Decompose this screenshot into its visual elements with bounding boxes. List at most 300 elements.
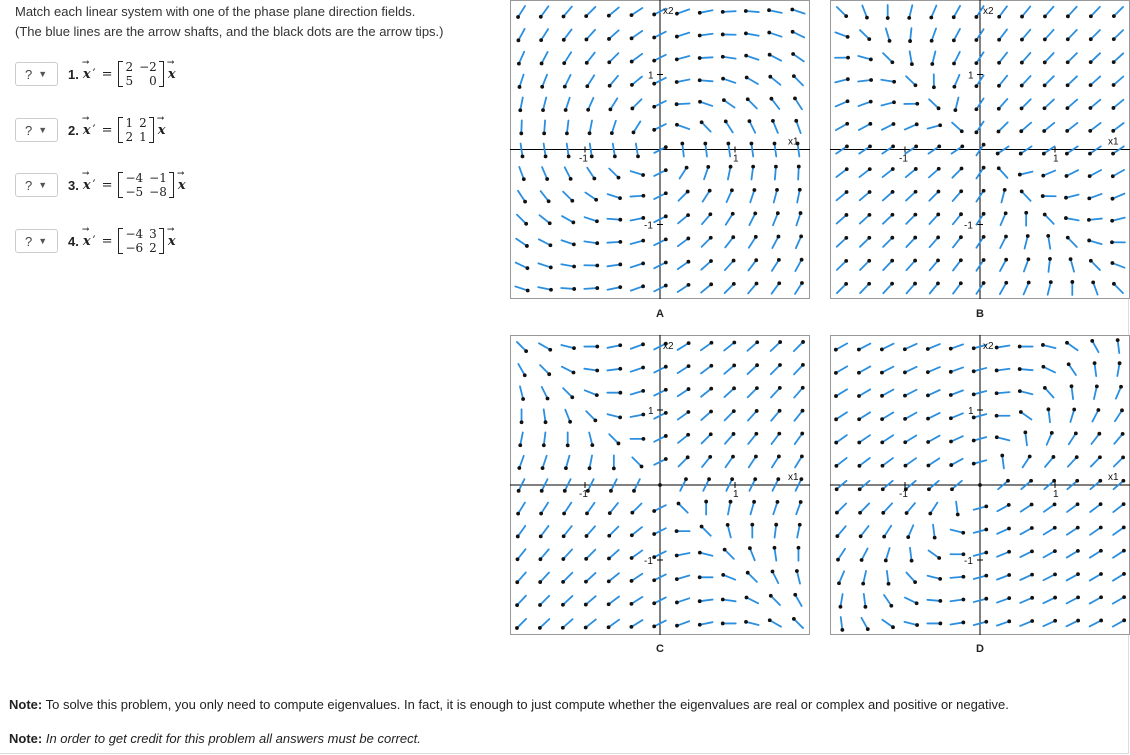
arrow-tip <box>547 372 551 376</box>
arrow-tip <box>630 556 634 560</box>
arrow-tip <box>1053 619 1057 623</box>
arrow-tip <box>858 511 862 515</box>
arrow-tip <box>516 512 520 516</box>
arrow-tip <box>618 196 622 200</box>
arrow-tip <box>630 511 634 515</box>
arrow-tip <box>1004 211 1008 215</box>
arrow-tip <box>732 259 736 263</box>
arrow-tip <box>933 536 937 540</box>
arrow-tip <box>1070 384 1074 388</box>
arrow-tip <box>997 107 1001 111</box>
arrow-tip <box>949 440 953 444</box>
arrow-tip <box>675 554 679 558</box>
arrow-tip <box>1110 240 1114 244</box>
arrow-tip <box>549 288 553 292</box>
arrow-tip <box>1065 152 1069 156</box>
tick-label: -1 <box>644 556 653 567</box>
arrow-tip <box>869 58 873 62</box>
arrow-tip <box>641 389 645 393</box>
arrow-tip <box>1111 129 1115 133</box>
answer-select-4[interactable] <box>15 229 58 253</box>
arrow-tip <box>1052 455 1056 459</box>
arrow-tip <box>868 167 872 171</box>
arrow-tip <box>664 457 668 461</box>
arrow-tip <box>844 14 848 18</box>
arrow-tip <box>777 281 781 285</box>
arrow-tip <box>641 366 645 370</box>
arrow-tip <box>1003 188 1007 192</box>
arrow-tip <box>1053 572 1057 576</box>
arrow-tip <box>721 573 725 577</box>
arrow-tip <box>607 14 611 18</box>
arrow-tip <box>744 9 748 13</box>
arrow-tip <box>1041 174 1045 178</box>
arrow-tip <box>953 108 957 112</box>
arrow-tip <box>608 107 612 111</box>
arrow-tip <box>641 262 645 266</box>
arrow-tip <box>950 487 954 491</box>
arrow-tip <box>652 13 656 17</box>
arrow-tip <box>709 387 713 391</box>
arrow-tip <box>844 259 848 263</box>
arrow-tip <box>1066 106 1070 110</box>
arrow-tip <box>618 218 622 222</box>
arrow-tip <box>961 531 965 535</box>
arrow-tip <box>572 242 576 246</box>
arrow-tip <box>571 221 575 225</box>
arrow-tip <box>797 546 801 550</box>
arrow-tip <box>1088 152 1092 156</box>
arrow-tip <box>641 239 645 243</box>
arrow-tip <box>1070 280 1074 284</box>
arrow-tip <box>709 432 713 436</box>
arrow-tip <box>799 234 803 238</box>
arrow-tip <box>995 369 999 373</box>
arrow-tip <box>561 580 565 584</box>
arrow-tip <box>686 213 690 217</box>
arrow-tip <box>732 386 736 390</box>
arrow-tip <box>890 236 894 240</box>
arrow-tip <box>517 466 521 470</box>
arrow-tip <box>732 282 736 286</box>
arrow-tip <box>795 569 799 573</box>
arrow-tip <box>881 464 885 468</box>
arrow-tip <box>1089 259 1093 263</box>
arrow-tip <box>904 464 908 468</box>
direction-field-c <box>510 335 810 635</box>
arrow-tip <box>687 364 691 368</box>
arrow-tip <box>755 409 759 413</box>
arrow-tip <box>1004 281 1008 285</box>
plot-label-c: C <box>656 643 664 655</box>
arrow-tip <box>517 62 521 66</box>
arrow-tip <box>777 455 781 459</box>
arrow-tip <box>686 190 690 194</box>
arrow-tip <box>675 529 679 533</box>
matrix-cell: 1 <box>139 130 147 144</box>
arrow-tip <box>952 62 956 66</box>
arrow-tip <box>548 221 552 225</box>
arrow-tip <box>1020 15 1024 19</box>
arrow-tip <box>721 33 725 37</box>
answer-select-1[interactable] <box>15 62 58 86</box>
arrow-tip <box>675 80 679 84</box>
arrow-tip <box>960 167 964 171</box>
chevron-down-icon: ▼ <box>38 236 48 246</box>
arrow-tip <box>1099 526 1103 530</box>
arrow-tip <box>868 190 872 194</box>
matrix-cell: 2 <box>149 241 157 255</box>
plot-svg <box>830 0 1130 299</box>
note-text: To solve this problem, you only need to compute eigenvalues. In fact, it is enough to just compute whether the eigenvalues are real or complex and positive or negative. <box>42 697 1009 712</box>
arrow-tip <box>961 575 965 579</box>
arrow-tip <box>1028 455 1032 459</box>
matrix-cell: −6 <box>125 241 144 255</box>
arrow-tip <box>1072 408 1076 412</box>
arrow-tip <box>778 409 782 413</box>
arrow-tip <box>836 558 840 562</box>
arrow-tip <box>915 122 919 126</box>
arrow-tip <box>1074 431 1078 435</box>
arrow-tip <box>1053 526 1057 530</box>
arrow-tip <box>770 97 774 101</box>
arrow-tip <box>1066 60 1070 64</box>
arrow-tip <box>539 15 543 19</box>
arrow-tip <box>658 483 662 487</box>
arrow-tip <box>1026 234 1030 238</box>
arrow-tip <box>959 281 963 285</box>
arrow-tip <box>609 489 613 493</box>
arrow-tip <box>570 199 574 203</box>
arrow-tip <box>960 129 964 133</box>
arrow-tip <box>731 235 735 239</box>
arrow-tip <box>730 188 734 192</box>
arrow-tip <box>706 165 710 169</box>
arrow-tip <box>675 35 679 39</box>
arrow-tip <box>1018 345 1022 349</box>
arrow-tip <box>834 348 838 352</box>
arrow-tip <box>748 546 752 550</box>
arrow-tip <box>858 464 862 468</box>
arrow-tip <box>686 410 690 414</box>
arrow-tip <box>564 108 568 112</box>
arrow-tip <box>608 84 612 88</box>
arrow-tip <box>932 85 936 89</box>
arrow-tip <box>771 119 775 123</box>
arrow-tip <box>642 437 646 441</box>
arrow-tip <box>1099 502 1103 506</box>
arrow-tip <box>800 258 804 262</box>
arrow-tip <box>652 105 656 109</box>
arrow-tip <box>1023 430 1027 434</box>
arrow-tip <box>1099 549 1103 553</box>
arrow-tip <box>618 343 622 347</box>
arrow-tip <box>914 144 918 148</box>
arrow-tip <box>952 38 956 42</box>
vector-x: → x <box>83 67 91 82</box>
arrow-shaft <box>798 167 799 180</box>
arrow-tip <box>700 525 704 529</box>
arrow-tip <box>914 167 918 171</box>
arrow-tip <box>641 342 645 346</box>
arrow-tip <box>526 289 530 293</box>
arrow-tip <box>1091 280 1095 284</box>
arrow-tip <box>1069 257 1073 261</box>
arrow-tip <box>664 214 668 218</box>
arrow-tip <box>865 16 869 20</box>
arrow-tip <box>595 369 599 373</box>
answer-select-2[interactable] <box>15 118 58 142</box>
system-row-4 <box>15 228 176 254</box>
arrow-tip <box>915 102 919 106</box>
arrow-tip <box>542 132 546 136</box>
arrow-tip <box>913 236 917 240</box>
vector-x: → x <box>158 123 166 138</box>
arrow-tip <box>800 281 804 285</box>
arrow-tip <box>798 523 802 527</box>
vector-x: → x <box>83 234 91 249</box>
arrow-tip <box>928 512 932 516</box>
arrow-tip <box>675 57 679 61</box>
arrow-tip <box>888 39 892 43</box>
arrow-tip <box>722 98 726 102</box>
arrow-tip <box>721 598 725 602</box>
tick-label: 1 <box>733 489 739 500</box>
arrow-tip <box>546 397 550 401</box>
arrow-tip <box>1046 234 1050 238</box>
arrow-tip <box>731 212 735 216</box>
arrow-tip <box>618 367 622 371</box>
arrow-tip <box>755 386 759 390</box>
arrow-tip <box>664 365 668 369</box>
arrow-tip <box>754 432 758 436</box>
arrow-tip <box>880 348 884 352</box>
arrow-tip <box>652 624 656 628</box>
arrow-tip <box>861 582 865 586</box>
arrow-tip <box>1018 389 1022 393</box>
plot-label-d: D <box>976 643 984 655</box>
arrow-tip <box>746 97 750 101</box>
tick-label: -1 <box>964 556 973 567</box>
arrow-tip <box>721 77 725 81</box>
arrow-tip <box>768 618 772 622</box>
arrow-tip <box>1030 503 1034 507</box>
arrow-tip <box>974 15 978 19</box>
arrow-tip <box>698 599 702 603</box>
arrow-tip <box>1122 618 1126 622</box>
arrow-tip <box>1089 83 1093 87</box>
arrow-tip <box>1043 386 1047 390</box>
arrow-tip <box>891 625 895 629</box>
arrow-tip <box>914 190 918 194</box>
matrix-3 <box>118 171 173 199</box>
arrow-tip <box>549 243 553 247</box>
arrow-tip <box>1110 219 1114 223</box>
arrow-tip <box>687 387 691 391</box>
arrow-tip <box>845 144 849 148</box>
note-text: In order to get credit for this problem all answers must be correct. <box>42 731 421 746</box>
arrow-tip <box>540 489 544 493</box>
arrow-tip <box>563 85 567 89</box>
matrix-2 <box>118 116 153 144</box>
arrow-tip <box>1048 257 1052 261</box>
arrow-tip <box>675 12 679 16</box>
arrow-tip <box>1007 527 1011 531</box>
arrow-tip <box>1043 61 1047 65</box>
arrow-shaft <box>927 600 940 601</box>
arrow-tip <box>524 222 528 226</box>
arrow-tip <box>846 56 850 60</box>
arrow-tip <box>778 363 782 367</box>
x1-axis-label: x1 <box>788 136 799 148</box>
arrow-tip <box>972 439 976 443</box>
arrow-tip <box>959 258 963 262</box>
arrow-tip <box>540 62 544 66</box>
arrow-tip <box>1088 174 1092 178</box>
arrow-tip <box>561 603 565 607</box>
note-label: Note: <box>9 697 43 712</box>
arrow-tip <box>549 266 553 270</box>
arrow-tip <box>799 477 803 481</box>
arrow-tip <box>1112 106 1116 110</box>
chevron-down-icon: ▼ <box>38 125 48 135</box>
arrow-tip <box>903 371 907 375</box>
arrow-tip <box>926 440 930 444</box>
arrow-tip <box>891 144 895 148</box>
arrow-tip <box>984 528 988 532</box>
arrow-tip <box>1053 502 1057 506</box>
arrow-tip <box>887 582 891 586</box>
arrow-tip <box>982 258 986 262</box>
arrow-tip <box>880 417 884 421</box>
arrow-tip <box>1020 84 1024 88</box>
arrow-tip <box>938 622 942 626</box>
tick-label: 1 <box>648 406 654 417</box>
arrow-tip <box>566 443 570 447</box>
matrix-4 <box>118 227 163 255</box>
arrow-tip <box>525 244 529 248</box>
plot-svg <box>830 335 1130 635</box>
arrow-tip <box>1112 14 1116 18</box>
arrow-tip <box>1090 339 1094 343</box>
arrow-tip <box>867 282 871 286</box>
arrow-tip <box>539 512 543 516</box>
arrow-tip <box>1116 338 1120 342</box>
arrow-tip <box>995 391 999 395</box>
arrow-shaft <box>1020 369 1033 370</box>
arrow-tip <box>618 285 622 289</box>
matrix-cell: −2 <box>139 60 157 74</box>
arrow-tip <box>568 420 572 424</box>
arrow-tip <box>708 212 712 216</box>
arrow-tip <box>1043 15 1047 19</box>
arrow-tip <box>938 599 942 603</box>
arrow-tip <box>544 420 548 424</box>
arrow-tip <box>936 259 940 263</box>
arrow-tip <box>686 433 690 437</box>
arrow-tip <box>518 85 522 89</box>
arrow-tip <box>790 8 794 12</box>
arrow-tip <box>709 236 713 240</box>
arrow-tip <box>754 455 758 459</box>
arrow-tip <box>1122 572 1126 576</box>
arrow-tip <box>801 363 805 367</box>
arrow-tip <box>652 601 656 605</box>
answer-select-3[interactable] <box>15 173 58 197</box>
arrow-tip <box>664 388 668 392</box>
arrow-tip <box>1026 257 1030 261</box>
arrow-tip <box>675 123 679 127</box>
arrow-tip <box>771 570 775 574</box>
arrow-shaft <box>746 11 759 12</box>
arrow-tip <box>632 489 636 493</box>
vector-x: → x <box>178 178 186 193</box>
arrow-tip <box>538 626 542 630</box>
arrow-tip <box>515 626 519 630</box>
arrow-tip <box>1089 106 1093 110</box>
arrow-tip <box>938 577 942 581</box>
arrow-tip <box>846 35 850 39</box>
arrow-tip <box>686 237 690 241</box>
arrow-tip <box>685 166 689 170</box>
equation-4: 4. → x ′ = −4 3 −6 2 → x <box>68 227 176 255</box>
arrow-tip <box>746 571 750 575</box>
x2-axis-label: x2 <box>663 341 674 352</box>
arrow-tip <box>517 489 521 493</box>
arrow-tip <box>1043 38 1047 42</box>
matrix-cell: 2 <box>139 116 147 130</box>
arrow-tip <box>640 465 644 469</box>
arrow-tip <box>997 84 1001 88</box>
plot-label-b: B <box>976 308 984 320</box>
arrow-tip <box>594 198 598 202</box>
arrow-tip <box>915 623 919 627</box>
arrow-tip <box>858 487 862 491</box>
arrow-tip <box>1121 479 1125 483</box>
arrow-tip <box>799 500 803 504</box>
arrow-tip <box>595 345 599 349</box>
arrow-tip <box>930 62 934 66</box>
arrow-tip <box>891 213 895 217</box>
arrow-tip <box>523 200 527 204</box>
arrow-tip <box>880 440 884 444</box>
arrow-tip <box>709 410 713 414</box>
tick-label: 1 <box>1053 153 1059 165</box>
arrow-tip <box>1041 343 1045 347</box>
x1-axis-label: x1 <box>1108 136 1119 148</box>
arrow-tip <box>982 235 986 239</box>
arrow-tip <box>1076 595 1080 599</box>
arrow-tip <box>908 39 912 43</box>
arrow-tip <box>1049 280 1053 284</box>
arrow-tip <box>774 165 778 169</box>
arrow-tip <box>584 626 588 630</box>
arrow-shaft <box>584 288 597 289</box>
direction-field-b <box>830 0 1130 299</box>
arrow-tip <box>867 259 871 263</box>
arrow-tip <box>723 548 727 552</box>
arrow-tip <box>521 155 525 159</box>
arrow-tip <box>752 500 756 504</box>
matrix-cell: −8 <box>149 185 167 199</box>
arrow-tip <box>959 212 963 216</box>
arrow-tip <box>664 261 668 265</box>
arrow-tip <box>753 212 757 216</box>
arrow-tip <box>1007 573 1011 577</box>
arrow-tip <box>515 580 519 584</box>
arrow-tip <box>1112 83 1116 87</box>
arrow-tip <box>1019 410 1023 414</box>
